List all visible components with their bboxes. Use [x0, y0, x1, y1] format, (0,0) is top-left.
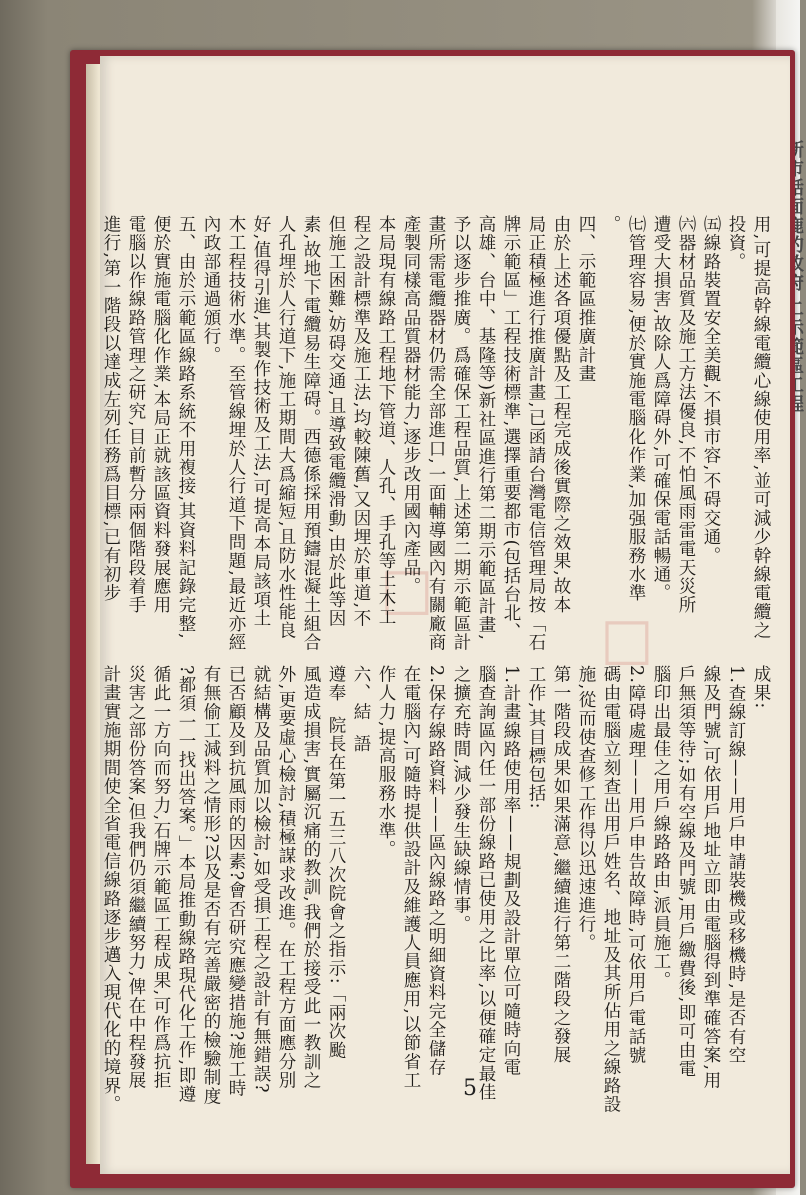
ink-bleed-mark: ☐: [380, 560, 434, 630]
ink-bleed-mark: ☐: [600, 610, 654, 680]
body-text-upper: 用,可提高幹線電纜心線使用率,並可減少幹線電纜之 投資。 ㈤線路裝置安全美觀,不損市容,不碍交通。 ㈥器材品質及施工方法優良,不怕風雨雷電天災所 遭受大損害,故除人爲障碍外,可確保電話暢通。 ㈦管理容易,便於實施電腦化作業,加强服務水準 。 四、示範區推廣計畫 由於上述各項優點及工程完成後實際之效果,故本 局正積極進行推廣計畫,已函請台灣電信管理局按「石 牌示範區」工程技術標準,選擇重要都市(包括台北、 高雄、台中、基隆等)新社區進行第二期示範區計畫, 予以逐步推廣。爲確保工程品質,上述第二期示範區計 畫所需電纜器材仍需全部進口,一面輔導國內有關廠商 產製同樣高品質器材能力,逐步改用國內產品。 本局現有線路工程地下管道、人孔、手孔等土木工 程之設計標準及施工法,均較陳舊,又因埋於車道,不 但施工困難,妨碍交通,且導致電纜滑動,由於此等因 素,故地下電纜易生障碍。西德係採用預鑄混凝土組合 人孔埋於人行道下,施工期間大爲縮短,且防水性能良 好,值得引進,其製作技術及工法,可提高本局該項土 木工程技術水準。至管線埋於人行道下問題,最近亦經 內政部通過頒行。 五、由於示範區線路系統不用複接,其資料記錄完整, 便於實施電腦化作業,本局正就該區資料發展應用 電腦以作線路管理之研究,目前暫分兩個階段着手 進行,第一階段以達成左列任務爲目標,已有初步: [101, 215, 771, 652]
page-number: 5: [463, 1076, 477, 1101]
body-text-lower: 成果: 1.查線訂線——用戶申請裝機或移機時,是否有空 線及門號,可依用戶地址立即由電腦得到準確答案,用 戶無須等待;如有空線及門號,用戶繳費後,即可由電 腦印出最佳之用戶線路路由,派員施工。 2.障碍處理——用戶申告故障時,可依用戶電話號 碼由電腦立刻查出用戶姓名、地址及其所佔用之線路設 施,從而使查修工作得以迅速進行。 第一階段成果如果滿意,繼續進行第二階段之發展 工作,其目標包括: 1.計畫線路使用率——規劃及設計單位可隨時向電 腦查詢區內任一部份線路已使用之比率,以便確定最佳 之擴充時間,減少發生缺線情事。 2.保存線路資料——區內線路之明細資料完全儲存 在電腦內,可隨時提供設計及維護人員應用,以節省工 作人力,提高服務水準。 六、結 語 遵奉 院長在第一五三八次院會之指示:「兩次颱 風造成損害,實屬沉痛的教訓,我們於接受此一教訓之 外,更要虛心檢討,積極謀求改進。在工程方面應分別 就結構及品質加以檢討,如受損工程之設計有無錯誤? 已否顧及到抗風雨的因素?會否研究應變措施?施工時 有無偷工減料之情形?以及是否有完善嚴密的檢驗制度 ?都須一一找出答案。」本局推動線路現代化工作,即遵 循此一方向而努力,石牌示範區工程成果,可作爲抗拒 災害之部份答案,但我們仍須繼續努力,俾在中程發展 計畫實施期間使全省電信線路逐步邁入現代化的境界。: [101, 665, 771, 1114]
